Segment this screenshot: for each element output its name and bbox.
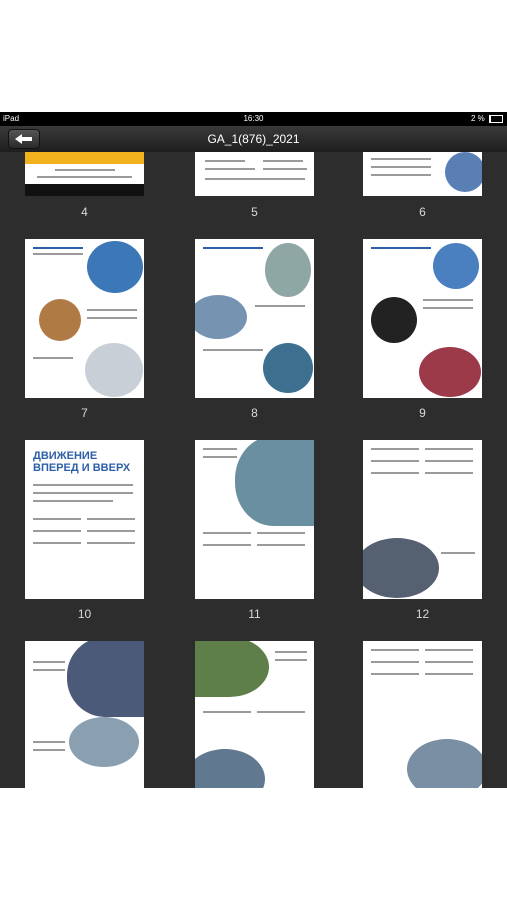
device-label: iPad [3, 114, 20, 123]
page-thumbnail-8[interactable] [195, 239, 314, 398]
page-thumbnail-13[interactable] [25, 641, 144, 788]
page-thumbnail-5[interactable] [195, 152, 314, 196]
page-thumbnail-11[interactable] [195, 440, 314, 599]
page-number: 6 [419, 205, 426, 219]
page-thumbnail-6[interactable] [363, 152, 482, 196]
page-number: 4 [81, 205, 88, 219]
article-headline: ДВИЖЕНИЕ ВПЕРЕД И ВВЕРХ [33, 450, 131, 474]
status-bar [0, 112, 507, 126]
document-title: GA_1(876)_2021 [207, 132, 300, 146]
page-thumbnail-9[interactable] [363, 239, 482, 398]
page-number: 9 [419, 406, 426, 420]
navigation-bar [0, 126, 507, 152]
page-thumbnail-10[interactable] [25, 440, 144, 599]
battery-icon [489, 115, 503, 123]
page-thumbnail-15[interactable] [363, 641, 482, 788]
battery-percent: 2 % [470, 114, 485, 123]
page-number: 10 [77, 607, 92, 621]
page-number: 12 [415, 607, 430, 621]
reader-screen [0, 112, 507, 788]
page-number: 11 [248, 607, 261, 621]
battery-indicator [471, 112, 503, 126]
page-thumbnail-7[interactable] [25, 239, 144, 398]
page-thumbnail-14[interactable] [195, 641, 314, 788]
page-number: 8 [251, 406, 258, 420]
page-thumbnail-4[interactable] [25, 152, 144, 196]
page-thumbnail-12[interactable] [363, 440, 482, 599]
page-number: 7 [81, 406, 88, 420]
page-number: 5 [251, 205, 258, 219]
clock: 16:30 [243, 114, 264, 123]
